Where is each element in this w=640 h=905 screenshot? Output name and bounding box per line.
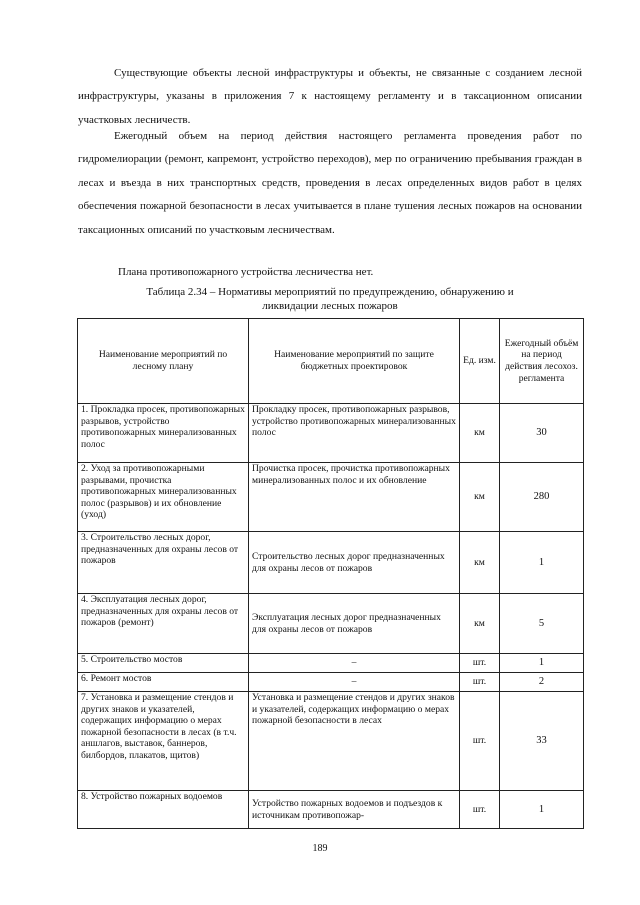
cell-volume: 280 (500, 463, 584, 532)
table-header-row (78, 319, 584, 404)
cell-unit: км (460, 594, 500, 654)
header-budget: Наименование мероприятий по защите бюджетных проектировок (249, 319, 460, 404)
table-row (78, 463, 584, 532)
cell-volume: 5 (500, 594, 584, 654)
table-row (78, 404, 584, 463)
cell-unit: шт. (460, 692, 500, 791)
cell-budget: Устройство пожарных водоемов и подъездов к источникам противопожар- (249, 791, 460, 829)
cell-unit: шт. (460, 673, 500, 692)
cell-budget: Прокладку просек, противопожарных разрывов, устройство противопожарных минерализованных полос (249, 404, 460, 463)
cell-plan: 3. Строительство лесных дорог, предназначенных для охраны лесов от пожаров (78, 532, 249, 594)
cell-volume: 33 (500, 692, 584, 791)
cell-plan: 7. Установка и размещение стендов и других знаков и указателей, содержащих информацию о мерах пожарной безопасности в лесах (в т.ч. аншлагов, выставок, баннеров, билбордов, плакатов, щитов) (78, 692, 249, 791)
table-row (78, 532, 584, 594)
cell-plan: 4. Эксплуатация лесных дорог, предназначенных для охраны лесов от пожаров (ремонт) (78, 594, 249, 654)
table-row (78, 654, 584, 673)
cell-budget: Установка и размещение стендов и других знаков и указателей, содержащих информацию о мерах пожарной безопасности в лесах (249, 692, 460, 791)
cell-unit: шт. (460, 654, 500, 673)
cell-unit: шт. (460, 791, 500, 829)
cell-budget: – (249, 673, 460, 692)
table-caption-line1: Таблица 2.34 – Нормативы мероприятий по предупреждению, обнаружению и (146, 286, 514, 298)
cell-budget: Прочистка просек, прочистка противопожарных минерализованных полос и их обновление (249, 463, 460, 532)
fire-prevention-table (77, 318, 584, 829)
cell-volume: 1 (500, 532, 584, 594)
cell-volume: 1 (500, 791, 584, 829)
table-caption (78, 285, 582, 313)
table-row (78, 673, 584, 692)
cell-unit: км (460, 532, 500, 594)
paragraph-infrastructure: Существующие объекты лесной инфраструктуры и объекты, не связанные с созданием лесной инфраструктуры, указаны в приложения 7 к настоящему регламенту и в таксационном описании участковых лесничеств. (78, 67, 582, 126)
cell-budget: Эксплуатация лесных дорог предназначенных для охраны лесов от пожаров (249, 594, 460, 654)
cell-plan: 8. Устройство пожарных водоемов (78, 791, 249, 829)
table-row (78, 594, 584, 654)
page-number: 189 (312, 843, 328, 854)
cell-plan: 1. Прокладка просек, противопожарных разрывов, устройство противопожарных минерализованных полос (78, 404, 249, 463)
paragraph-annual-volume: Ежегодный объем на период действия настоящего регламента проведения работ по гидромелиорации (ремонт, капремонт, устройство переходов), мер по ограничению пребывания граждан в лесах и въезда в них транспортных средств, проведения в лесах определенных видов работ в целях обеспечения пожарной безопасности в лесах учитывается в плане тушения лесных пожаров на основании таксационных описаний по участковым лесничествам. (78, 130, 582, 236)
table-caption-line2: ликвидации лесных пожаров (262, 300, 398, 312)
cell-volume: 1 (500, 654, 584, 673)
cell-volume: 30 (500, 404, 584, 463)
table-row (78, 692, 584, 791)
paragraph-no-plan: Плана противопожарного устройства лесничества нет. (118, 266, 374, 278)
header-unit: Ед. изм. (460, 319, 500, 404)
cell-plan: 6. Ремонт мостов (78, 673, 249, 692)
cell-plan: 2. Уход за противопожарными разрывами, прочистка противопожарных минерализованных полос (разрывов) и их обновление (уход) (78, 463, 249, 532)
header-volume: Ежегодный объём на период действия лесохоз. регламента (500, 319, 584, 404)
cell-budget: Строительство лесных дорог предназначенных для охраны лесов от пожаров (249, 532, 460, 594)
table-row (78, 791, 584, 829)
cell-budget: – (249, 654, 460, 673)
cell-unit: км (460, 404, 500, 463)
header-plan: Наименование мероприятий по лесному плану (78, 319, 249, 404)
cell-unit: км (460, 463, 500, 532)
cell-volume: 2 (500, 673, 584, 692)
cell-plan: 5. Строительство мостов (78, 654, 249, 673)
